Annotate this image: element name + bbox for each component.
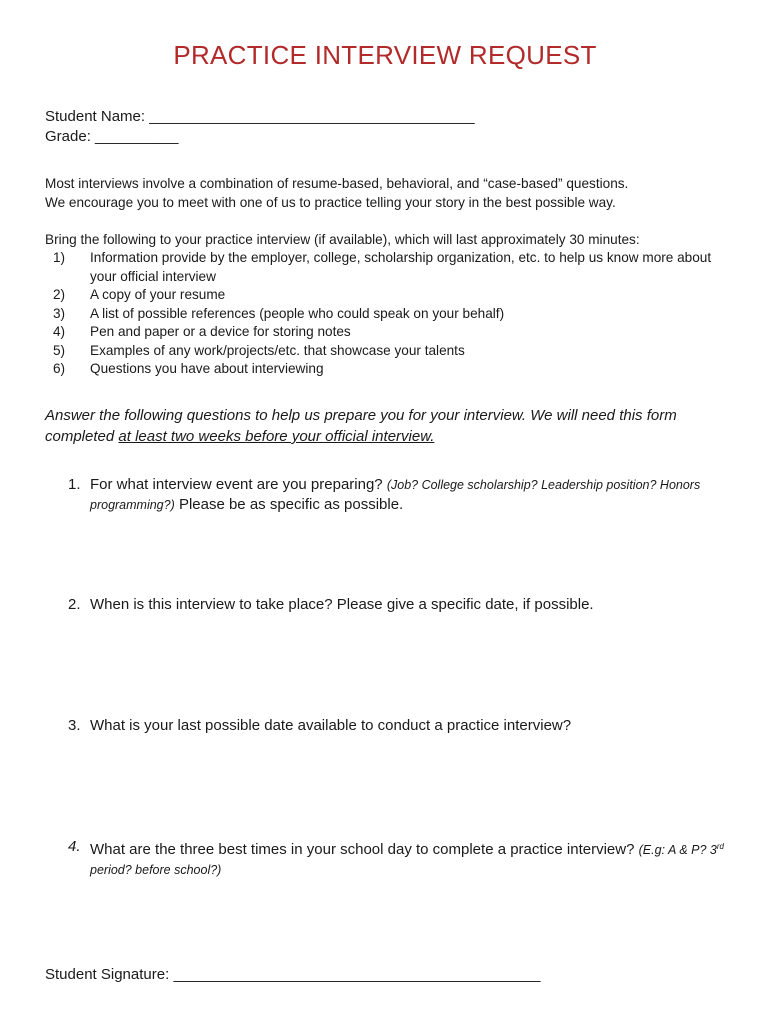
grade-line: __________ [95,128,179,145]
signature-line: ____________________________________________ [173,966,541,983]
intro-paragraph [45,174,735,212]
list-item-text: Examples of any work/projects/etc. that showcase your talents [90,342,465,358]
question-number: 1. [68,476,81,493]
question-number: 3. [68,717,81,734]
list-item-number: 5) [53,342,66,358]
question-1 [45,475,735,515]
grade-label: Grade: [45,128,91,145]
list-item-number: 3) [53,305,66,321]
question-text: When is this interview to take place? Please give a specific date, if possible. [90,596,594,613]
question-text: What is your last possible date available to conduct a practice interview? [90,717,572,734]
list-item-number: 2) [53,287,66,302]
instructions-deadline: at least two weeks before your official interview. [118,428,435,445]
question-4 [45,837,735,880]
student-name-line: _______________________________________ [149,108,475,125]
grade-field [45,128,178,145]
question-text: What are the three best times in your school day to complete a practice interview? [90,841,635,859]
list-item-text: A copy of your resume [90,287,226,302]
student-name-label: Student Name: [45,108,146,125]
list-item [45,286,735,305]
signature-field [45,966,541,983]
list-item-text: A list of possible references (people who could speak on your behalf) [90,305,505,321]
list-item [45,323,735,342]
list-item [45,305,735,324]
signature-label: Student Signature: [45,966,170,983]
bring-intro: Bring the following to your practice interview (if available), which will last approximately 30 minutes: [45,232,640,247]
list-item-text: Information provide by the employer, college, scholarship organization, etc. to help us know more about your official interview [90,250,712,284]
list-item-text: Questions you have about interviewing [90,361,324,376]
list-item-number: 6) [53,361,66,376]
question-note: (E.g: A & P? 3rd period? before school?) [90,842,725,878]
question-text: For what interview event are you preparing? [90,476,383,493]
question-followup: Please be as specific as possible. [178,496,404,513]
question-number: 4. [68,838,81,855]
intro-line: We encourage you to meet with one of us to practice telling your story in the best possible way. [45,195,616,210]
page-title: PRACTICE INTERVIEW REQUEST [173,40,597,70]
list-item [45,249,735,286]
instructions [45,405,735,447]
list-item-text: Pen and paper or a device for storing notes [90,324,351,339]
instructions-text: Answer the following questions to help us prepare you for your interview. We will need this form completed [45,407,677,445]
list-item [45,342,735,361]
question-2 [45,595,735,615]
list-item-number: 4) [53,324,66,339]
intro-line: Most interviews involve a combination of resume-based, behavioral, and “case-based” questions. [45,176,629,191]
question-3 [45,716,735,736]
student-name-field [45,108,475,125]
question-number: 2. [68,596,81,613]
list-item-number: 1) [53,250,66,265]
list-item [45,360,735,379]
bring-list [45,249,735,379]
question-note: (Job? College scholarship? Leadership position? Honors programming?) [90,478,701,512]
